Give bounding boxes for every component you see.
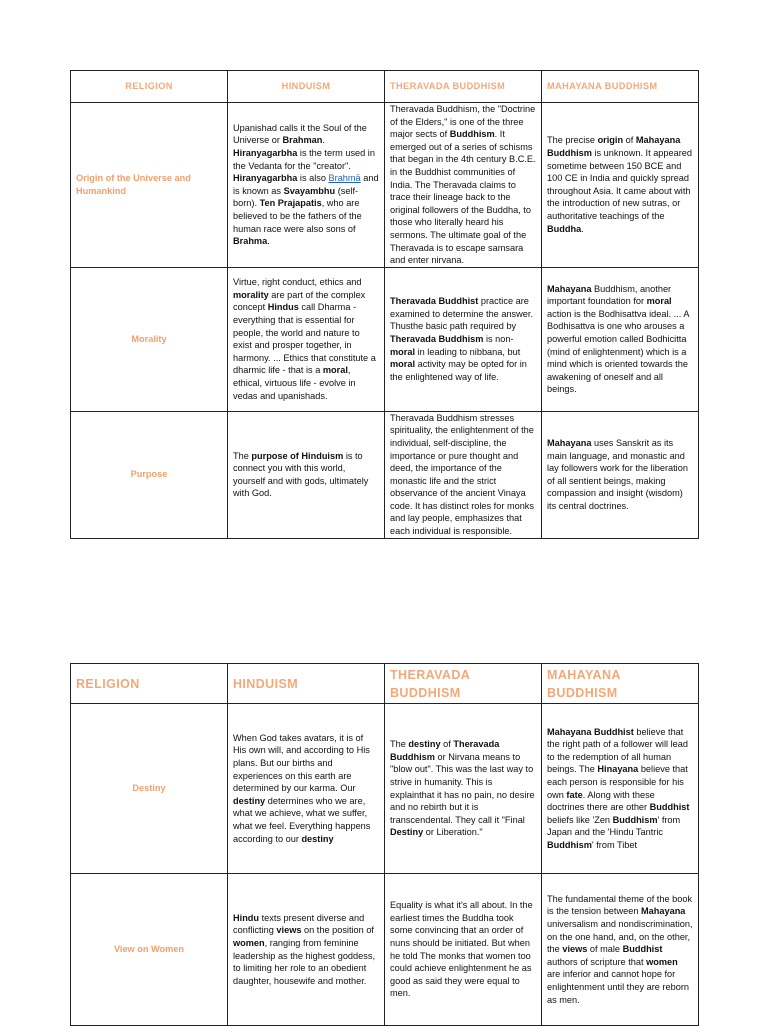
text-run: universalism and nondiscrimination, on the one hand, and, on the other, the [547, 919, 693, 955]
cell-mahayana-morality [542, 267, 699, 411]
text-run: action is the Bodhisattva ideal. ... A Bodhisattva is one who arouses a powerful emotion called Bodhicitta (mind of enlightenment) which is a mind which is oriented towards the awakening of oneself and all beings. [547, 308, 689, 395]
cell-hinduism-morality [228, 267, 385, 411]
bold-text: morality [233, 289, 269, 300]
text-run: . It emerged out of a series of schisms that began in the 4th century B.C.E. in the Buddhist communities of India. The Theravada claims to trace their lineage back to the original followers of the Buddha, to those who literally heard his sermons. The ultimate goal of the Theravada is to escape samsara and enter nirvana. [390, 129, 536, 266]
cell-text [390, 412, 536, 538]
text-run: and is known as [233, 173, 379, 196]
bold-text: Mahayana Buddhism [547, 135, 681, 159]
text-run: are inferior and cannot hope for enlightenment until they are reborn as men. [547, 969, 689, 1005]
text-run: ' from Tibet [591, 839, 638, 850]
text-run: call Dharma - everything that is essential for people, the world and nature to exist and prosper together, in harmony. ... Ethics that constitute a dharmic life - that is a [233, 302, 376, 376]
bold-text: purpose of Hinduism [251, 450, 344, 461]
bold-text: moral [390, 359, 416, 370]
bold-text: Hiranyagarbha [233, 173, 298, 184]
row-label-origin: Origin of the Universe and Humankind [71, 103, 228, 268]
cell-text [233, 122, 379, 248]
cell-text [547, 726, 693, 852]
table-row [71, 874, 699, 1026]
cell-text [390, 899, 536, 1000]
header-theravada: THERAVADA BUDDHISM [385, 664, 542, 704]
bold-text: Mahayana [547, 437, 592, 448]
text-run: authors of scripture that [547, 956, 647, 967]
bold-text: Hinayana [597, 764, 639, 775]
text-run: , ethical, virtuous life - evolve in vedas and upanishads. [233, 365, 356, 401]
cell-text [547, 283, 693, 396]
bold-text: moral [322, 365, 348, 376]
bold-text: Ten Prajapatis [259, 198, 322, 209]
bold-text: Buddhism [612, 814, 658, 825]
table-row [71, 103, 699, 268]
table-header-row [71, 664, 699, 704]
cell-theravada-women [385, 874, 542, 1026]
bold-text: views [276, 925, 302, 936]
text-run: The [233, 450, 252, 461]
bold-text: destiny [301, 833, 334, 844]
text-run: Equality is what it's all about. In the earliest times the Buddha took some convincing that an order of nuns should be initiated. But when he told The monks that women too could achieve enlightenment he as good as said they were equal to men. [390, 900, 533, 999]
text-run: Buddhism, another important foundation for [547, 283, 672, 307]
text-run: . [267, 236, 270, 247]
text-run: , ranging from feminine leadership as the highest goddess, to limiting her role to an obedient daughter, housewife and mother. [233, 937, 375, 986]
bold-text: Mahayana [547, 283, 592, 294]
cell-theravada-origin [385, 103, 542, 268]
row-label-destiny: Destiny [71, 704, 228, 874]
bold-text: views [562, 944, 588, 955]
bold-text: destiny [408, 739, 441, 750]
text-run: The fundamental theme of the book is the tension between [547, 893, 693, 917]
text-run: believe that the right path of a follower will lead to the redemption of all human beings. The [547, 726, 688, 775]
text-run: believe that each person is responsible for his own [547, 764, 688, 800]
bold-text: Theravada Buddhist [390, 296, 479, 307]
bold-text: Mahayana Buddhist [547, 726, 634, 737]
text-run: are part of the complex concept [233, 289, 366, 313]
text-run: ' from Japan and the 'Hindu Tantric [547, 814, 681, 838]
text-run: of male [587, 944, 623, 955]
bold-text: Mahayana [640, 906, 686, 917]
header-hinduism: HINDUISM [228, 664, 385, 704]
bold-text: Buddhism [449, 129, 495, 140]
bold-text: women [646, 956, 678, 967]
header-hinduism: HINDUISM [228, 71, 385, 103]
text-run: Theravada Buddhism stresses spirituality, the enlightenment of the individual, self-discipline, the importance or pure thought and deed, the importance of the monastic life and the strict observance of the ancient Vinaya code. It has distinct roles for monks and lay people, emphasizes that each individual is responsible. [390, 412, 534, 537]
cell-theravada-destiny [385, 704, 542, 874]
bold-text: Hindus [267, 302, 299, 313]
text-run: texts present diverse and conflicting [233, 912, 365, 936]
row-label-morality: Morality [71, 267, 228, 411]
cell-text [233, 276, 379, 402]
text-run: . [322, 135, 325, 146]
header-theravada: THERAVADA BUDDHISM [385, 71, 542, 103]
text-run: of [623, 135, 636, 146]
cell-text [233, 912, 379, 988]
header-mahayana: MAHAYANA BUDDHISM [542, 71, 699, 103]
comparison-table-2 [70, 663, 699, 1026]
header-religion: RELIGION [71, 71, 228, 103]
cell-hinduism-women [228, 874, 385, 1026]
bold-text: moral [646, 296, 672, 307]
cell-text [233, 732, 379, 845]
cell-theravada-purpose [385, 411, 542, 538]
text-run: Virtue, right conduct, ethics and [233, 277, 362, 288]
text-run: practice are examined to determine the answer. Thusthe basic path required by [390, 296, 533, 332]
header-religion: RELIGION [71, 664, 228, 704]
bold-text: fate [566, 789, 583, 800]
cell-text [390, 295, 536, 383]
text-run: , who are believed to be the fathers of the human race were also sons of [233, 198, 362, 234]
text-run: The precise [547, 135, 598, 146]
text-run: Upanishad calls it the Soul of the Universe or [233, 122, 367, 146]
text-run: is non- [483, 333, 514, 344]
text-run: in leading to nibbana, but [415, 346, 521, 357]
cell-hinduism-origin [228, 103, 385, 268]
bold-text: Brahma [233, 236, 268, 247]
text-run: on the position of [301, 925, 374, 936]
text-run: is the term used in the Vedanta for the "creator". [233, 148, 375, 171]
cell-text [547, 893, 693, 1006]
cell-mahayana-women [542, 874, 699, 1026]
bold-text: origin [597, 135, 624, 146]
cell-mahayana-origin [542, 103, 699, 268]
table-row [71, 267, 699, 411]
bold-text: Buddha [547, 223, 582, 234]
bold-text: Hindu [233, 912, 260, 923]
cell-theravada-morality [385, 267, 542, 411]
bold-text: moral [390, 346, 416, 357]
text-run: (self-born). [233, 185, 359, 209]
bold-text: women [233, 937, 265, 948]
inline-link[interactable]: Brahmā [328, 173, 361, 184]
table-header-row [71, 71, 699, 103]
cell-text [390, 738, 536, 839]
bold-text: Buddhist [622, 944, 663, 955]
bold-text: Buddhism [547, 839, 592, 850]
text-run: . Along with these doctrines there are other [547, 789, 655, 813]
bold-text: Theravada Buddhism [390, 333, 484, 344]
text-run: of [440, 739, 454, 750]
text-run: or Liberation." [423, 827, 483, 838]
row-label-view-on-women: View on Women [71, 874, 228, 1026]
cell-text [547, 134, 693, 235]
bold-text: Destiny [390, 827, 424, 838]
text-run: The [390, 739, 409, 750]
row-label-purpose: Purpose [71, 411, 228, 538]
cell-hinduism-destiny [228, 704, 385, 874]
text-run: Theravada Buddhism, the "Doctrine of the Elders," is one of the three major sects of [390, 104, 536, 140]
cell-mahayana-destiny [542, 704, 699, 874]
cell-mahayana-purpose [542, 411, 699, 538]
text-run: determines who we are, what we achieve, what we suffer, what we feel. Everything happens according to our [233, 795, 371, 844]
cell-hinduism-purpose [228, 411, 385, 538]
bold-text: Svayambhu [283, 185, 336, 196]
text-run: is also [297, 173, 329, 184]
text-run: is unknown. It appeared sometime between 150 BCE and 100 CE in India and quickly spread throughout Asia. It came about with the introduction of new sutras, or authoritative teachings of the [547, 148, 693, 222]
header-mahayana: MAHAYANA BUDDHISM [542, 664, 699, 704]
comparison-table-1 [70, 70, 699, 539]
text-run: uses Sanskrit as its main language, and monastic and lay followers work for the liberation of all sentient beings, making compassion and insight (wisdom) its central doctrines. [547, 437, 688, 511]
bold-text: destiny [233, 795, 266, 806]
bold-text: Buddhist [649, 802, 690, 813]
text-run: When God takes avatars, it is of His own will, and according to His plans. But our births and experiences on this earth are determined by our karma. Our [233, 732, 370, 794]
cell-text [233, 450, 379, 500]
text-run: beliefs like 'Zen [547, 814, 613, 825]
text-run: . [581, 223, 584, 234]
text-run: or Nirvana means to "blow out". This was the last way to strive in humanity. This is explainthat it has no pain, no desire and no rebirth but it is transcendental. They call it "Final [390, 751, 535, 825]
cell-text [547, 437, 693, 513]
text-run: is to connect you with this world, yourself and with gods, ultimately with God. [233, 450, 369, 499]
bold-text: Theravada Buddhism [390, 739, 500, 762]
text-run: activity may be opted for in the enlightened way of life. [390, 359, 527, 382]
bold-text: Brahman [282, 135, 323, 146]
cell-text [390, 103, 536, 267]
bold-text: Hiranyagarbha [233, 148, 298, 159]
table-row [71, 411, 699, 538]
table-row [71, 704, 699, 874]
